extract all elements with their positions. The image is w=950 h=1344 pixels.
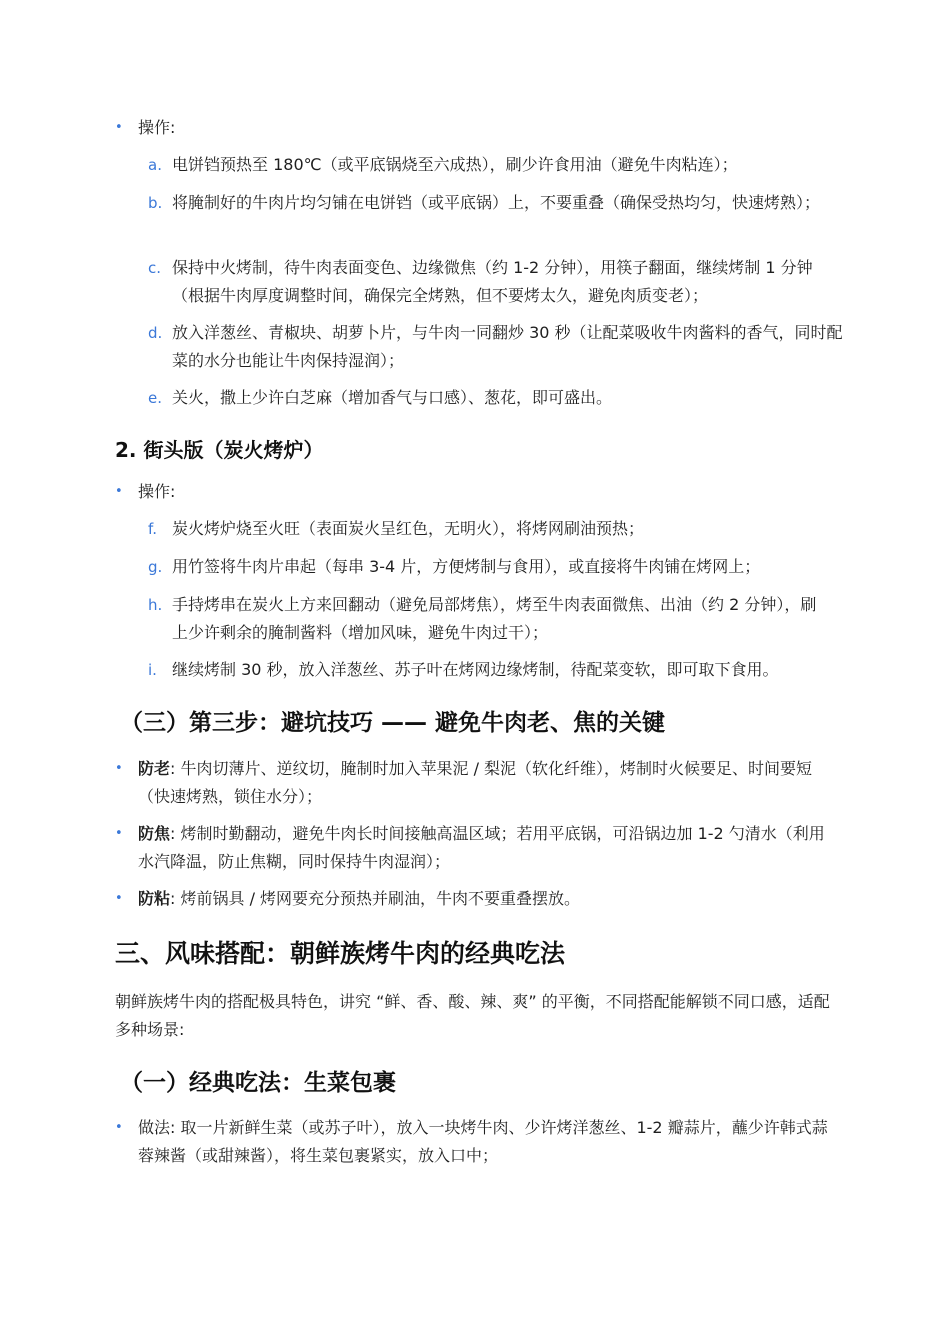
op-label: 操作:	[138, 118, 176, 137]
step-letter: a.	[148, 156, 162, 174]
step-letter: g.	[148, 558, 163, 576]
step-text: 继续烤制 30 秒，放入洋葱丝、苏子叶在烤网边缘烤制，待配菜变软，即可取下食用。	[172, 660, 779, 679]
chapter-heading: 三、风味搭配：朝鲜族烤牛肉的经典吃法	[115, 939, 566, 968]
step-text: 放入洋葱丝、青椒块、胡萝卜片，与牛肉一同翻炒 30 秒（让配菜吸收牛肉酱料的香气，同时配菜的水分也能让牛肉保持湿润）；	[172, 323, 843, 370]
step-letter: c.	[148, 259, 162, 277]
section-heading: 2. 街头版（炭火烤炉）	[115, 438, 324, 462]
bullet-dot: •	[115, 1120, 123, 1135]
tip-text: : 烤制时勤翻动，避免牛肉长时间接触高温区域；若用平底锅，可沿锅边加 1-2 勺清水（利用水汽降温，防止焦糊，同时保持牛肉湿润）；	[138, 824, 825, 871]
bullet-dot: •	[115, 761, 123, 776]
section-heading: （三）第三步：避坑技巧 —— 避免牛肉老、焦的关键	[120, 710, 666, 736]
step-text: 电饼铛预热至 180℃（或平底锅烧至六成热），刷少许食用油（避免牛肉粘连）；	[172, 155, 738, 174]
step-letter: i.	[148, 661, 157, 679]
step-text: 将腌制好的牛肉片均匀铺在电饼铛（或平底锅）上，不要重叠（确保受热均匀，快速烤熟）；	[172, 193, 821, 212]
op-label: 操作:	[138, 482, 176, 501]
step-letter: e.	[148, 389, 162, 407]
tip-label: 防老	[138, 759, 171, 778]
tip-item	[138, 755, 838, 811]
step-text: 用竹签将牛肉片串起（每串 3-4 片，方便烤制与食用），或直接将牛肉铺在烤网上；	[172, 557, 761, 576]
bullet-dot: •	[115, 891, 123, 906]
tip-item	[138, 885, 838, 913]
step-letter: f.	[148, 520, 157, 538]
step-letter: h.	[148, 596, 163, 614]
bullet-dot: •	[115, 826, 123, 841]
tip-text: : 烤前锅具 / 烤网要充分预热并刷油，牛肉不要重叠摆放。	[170, 889, 581, 908]
step-text: 炭火烤炉烧至火旺（表面炭火呈红色，无明火），将烤网刷油预热；	[172, 519, 645, 538]
intro-paragraph: 朝鲜族烤牛肉的搭配极具特色，讲究 “鲜、香、酸、辣、爽” 的平衡，不同搭配能解锁不同口感，适配多种场景:	[115, 992, 830, 1039]
tip-label: 防焦	[138, 824, 171, 843]
step-letter: b.	[148, 194, 163, 212]
bullet-dot: •	[115, 484, 123, 499]
step-text: 关火，撒上少许白芝麻（增加香气与口感）、葱花，即可盛出。	[172, 388, 613, 407]
sub-heading: （一）经典吃法：生菜包裹	[120, 1070, 396, 1096]
step-text: 保持中火烤制，待牛肉表面变色、边缘微焦（约 1-2 分钟），用筷子翻面，继续烤制 1 分钟（根据牛肉厚度调整时间，确保完全烤熟，但不要烤太久，避免肉质变老）；	[172, 258, 813, 305]
tip-text: : 牛肉切薄片、逆纹切，腌制时加入苹果泥 / 梨泥（软化纤维），烤制时火候要足、时间要短（快速烤熟，锁住水分）；	[138, 759, 813, 806]
bullet-dot: •	[115, 120, 123, 135]
tip-item	[138, 820, 838, 876]
tip-label: 防粘	[138, 889, 171, 908]
step-text: 手持烤串在炭火上方来回翻动（避免局部烤焦），烤至牛肉表面微焦、出油（约 2 分钟），刷上少许剩余的腌制酱料（增加风味，避免牛肉过干）；	[172, 595, 817, 642]
step-letter: d.	[148, 324, 163, 342]
list-item: 做法: 取一片新鲜生菜（或苏子叶），放入一块烤牛肉、少许烤洋葱丝、1-2 瓣蒜片，蘸少许韩式蒜蓉辣酱（或甜辣酱），将生菜包裹紧实，放入口中；	[138, 1118, 828, 1165]
